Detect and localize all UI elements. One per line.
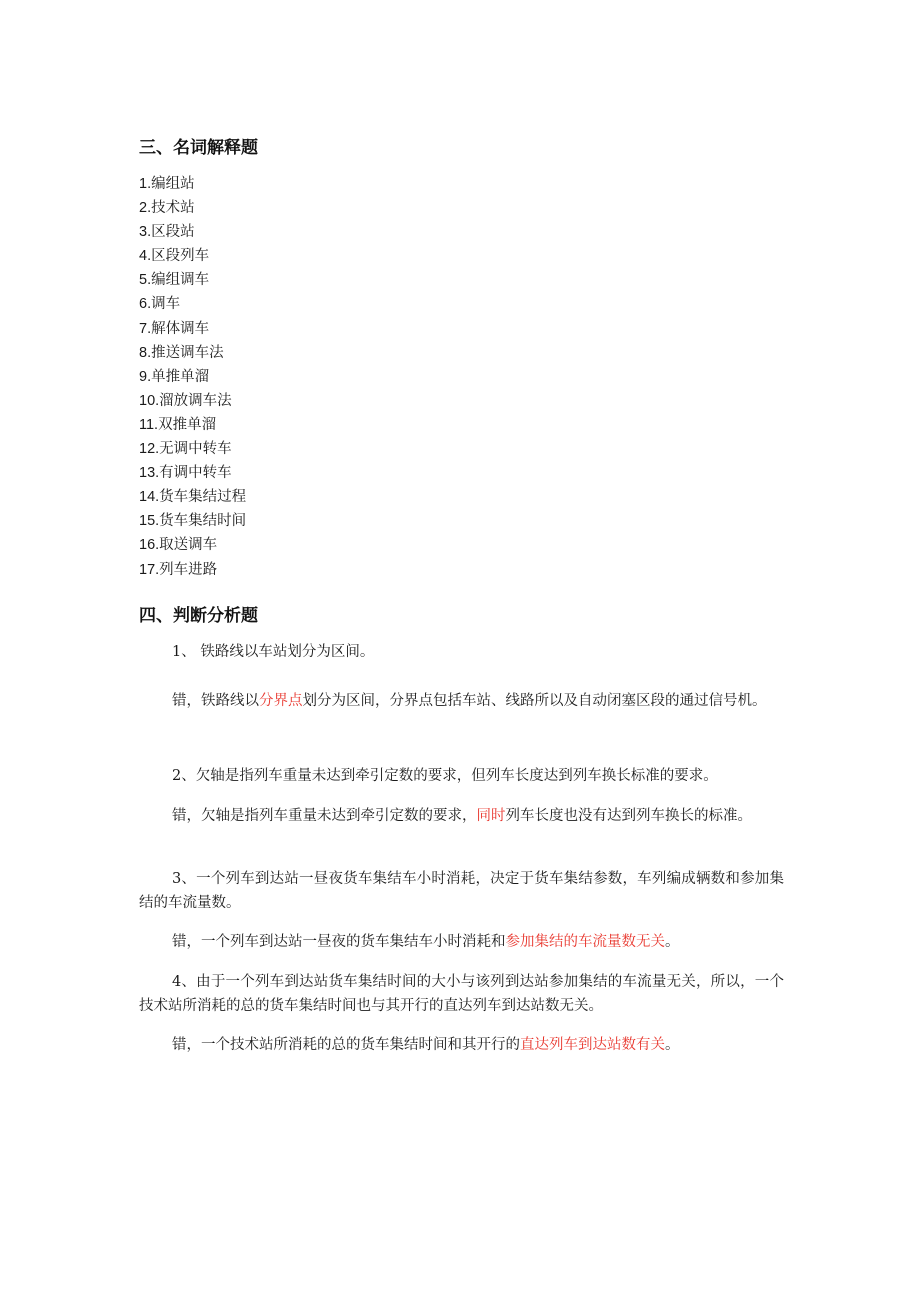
term-item [139,389,246,413]
term-text: 调车 [151,296,181,313]
term-text: 区段列车 [151,248,210,265]
term-text: 推送调车法 [151,344,224,361]
term-text: 无调中转车 [159,441,232,458]
question-1: 1、 铁路线以车站划分为区间。 [172,644,375,660]
term-text: 取送调车 [159,537,218,554]
answer-2 [139,804,784,828]
term-number: 9. [139,368,152,385]
term-text: 列车进路 [159,561,218,578]
term-number: 11. [139,416,159,433]
section-3-heading: 三、名词解释题 [139,138,258,158]
term-text: 单推单溜 [151,368,210,385]
answer-text: 错，欠轴是指列车重量未达到牵引定数的要求， [172,808,477,824]
term-item [139,341,246,365]
term-number: 2. [139,200,152,217]
term-item [139,172,246,196]
term-item [139,437,246,461]
answer-text: 。 [665,934,680,950]
answer-3 [139,930,784,954]
term-number: 8. [139,344,152,361]
answer-text: 错，一个列车到达站一昼夜的货车集结车小时消耗和 [172,934,506,950]
section-4-heading: 四、判断分析题 [139,606,258,626]
term-number: 14. [139,489,160,506]
term-item [139,413,246,437]
term-item [139,244,246,268]
term-item [139,461,246,485]
question-4: 4、由于一个列车到达站货车集结时间的大小与该列到达站参加集结的车流量无关，所以，一个技术站所消耗的总的货车集结时间也与其开行的直达列车到达站数无关。 [139,974,784,1014]
term-item [139,196,246,220]
answer-text: 错，一个技术站所消耗的总的货车集结时间和其开行的 [172,1037,520,1053]
answer-text: 划分为区间，分界点包括车站、线路所以及自动闭塞区段的通过信号机。 [302,693,767,709]
answer-text: 列车长度也没有达到列车换长的标准。 [505,808,752,824]
term-text: 解体调车 [151,320,210,337]
term-text: 技术站 [151,200,195,217]
answer-1 [139,689,784,713]
answer-highlight: 直达列车到达站数有关 [520,1037,665,1053]
term-item [139,365,246,389]
term-item [139,292,246,316]
answer-text: 。 [665,1037,680,1053]
term-number: 15. [139,513,160,530]
term-number: 6. [139,296,152,313]
term-number: 13. [139,465,160,482]
term-item [139,220,246,244]
question-3: 3、一个列车到达站一昼夜货车集结车小时消耗，决定于货车集结参数，车列编成辆数和参加集结的车流量数。 [139,871,784,911]
term-item [139,268,246,292]
term-text: 溜放调车法 [159,392,232,409]
term-number: 7. [139,320,152,337]
answer-4 [139,1033,784,1057]
term-number: 17. [139,561,160,578]
term-number: 4. [139,248,152,265]
question-2: 2、欠轴是指列车重量未达到牵引定数的要求，但列车长度达到列车换长标准的要求。 [172,768,718,784]
term-text: 有调中转车 [159,465,232,482]
term-text: 双推单溜 [158,416,217,433]
answer-highlight: 同时 [476,808,506,824]
answer-highlight: 分界点 [259,693,303,709]
term-item [139,533,246,557]
term-text: 编组站 [151,176,195,192]
term-number: 3. [139,224,152,241]
term-item [139,485,246,509]
term-text: 货车集结过程 [159,489,247,506]
answer-text: 错，铁路线以 [172,693,259,709]
term-number: 12. [139,441,160,458]
term-text: 区段站 [151,224,195,241]
answer-highlight: 参加集结的车流量数无关 [505,934,665,950]
term-item [139,317,246,341]
term-text: 货车集结时间 [159,513,247,530]
term-item [139,558,246,582]
term-item [139,509,246,533]
term-list [139,172,246,582]
term-number: 5. [139,272,152,289]
term-number: 1. [139,176,152,192]
term-number: 16. [139,537,160,554]
term-text: 编组调车 [151,272,210,289]
term-number: 10. [139,392,160,409]
